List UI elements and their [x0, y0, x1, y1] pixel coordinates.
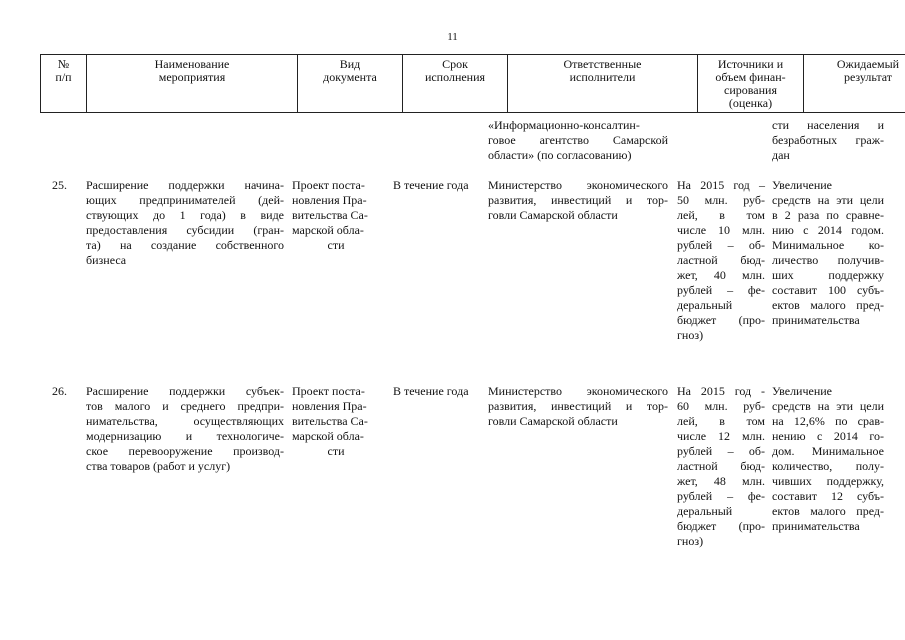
row-26-responsible: Министерство экономического развития, инвестиций и тор- говли Самарской области: [488, 384, 668, 428]
page-number: 11: [447, 31, 458, 43]
continuation-responsible: «Информационно-консалтин- говое агентство Самарской области» (по согласованию): [488, 118, 668, 162]
row-25-name: Расширение поддержки начина- ющих предпринимателей (дей- ствующих до 1 года) в виде предоставления субсидии (гран- та) на создание собственного бизнеса: [86, 178, 284, 267]
row-25-num: 25.: [52, 178, 67, 192]
row-26-term: В течение года: [393, 384, 469, 398]
row-25-sources: На 2015 год – 50 млн. руб- лей, в том числе 10 млн. рублей – об- ластной бюд- жет, 40 млн. рублей – фе- деральный бюджет (про- гноз): [677, 178, 765, 342]
header-doc-type: Вид документа: [298, 55, 403, 113]
header-result: Ожидаемый результат: [804, 55, 905, 113]
table-header: [40, 54, 905, 113]
row-26-num: 26.: [52, 384, 67, 398]
continuation-result: сти населения и безработных граж- дан: [772, 118, 884, 162]
header-name: Наименование мероприятия: [87, 55, 298, 113]
row-25-responsible: Министерство экономического развития, инвестиций и тор- говли Самарской области: [488, 178, 668, 222]
row-26-result: Увеличение средств на эти цели на 12,6% по срав- нению с 2014 го- дом. Минимальное количество, полу- чивших поддержку, составит 12 субъ- ектов малого пред- принимательства: [772, 384, 884, 533]
row-25-result: Увеличение средств на эти цели в 2 раза по сравне- нию с 2014 годом. Минимальное ко- личество получив- ших поддержку составит 100 субъ- ектов малого пред- принимательства: [772, 178, 884, 327]
header-sources: Источники и объем финан- сирования (оценка): [698, 55, 804, 113]
row-25-term: В течение года: [393, 178, 469, 192]
header-num: № п/п: [41, 55, 87, 113]
header-responsible: Ответственные исполнители: [508, 55, 698, 113]
row-26-name: Расширение поддержки субъек- тов малого и среднего предпри- нимательства, осуществляющих модернизацию и технологиче- ское перевооружение производ- ства товаров (работ и услуг): [86, 384, 284, 473]
row-26-doc-type: Проект поста- новления Пра- вительства Са- марской обла- сти: [292, 384, 368, 458]
row-26-sources: На 2015 год - 60 млн. руб- лей, в том числе 12 млн. рублей – об- ластной бюд- жет, 48 млн. рублей – фе- деральный бюджет (про- гноз): [677, 384, 765, 548]
row-25-doc-type: Проект поста- новления Пра- вительства Са- марской обла- сти: [292, 178, 368, 252]
header-term: Срок исполнения: [403, 55, 508, 113]
